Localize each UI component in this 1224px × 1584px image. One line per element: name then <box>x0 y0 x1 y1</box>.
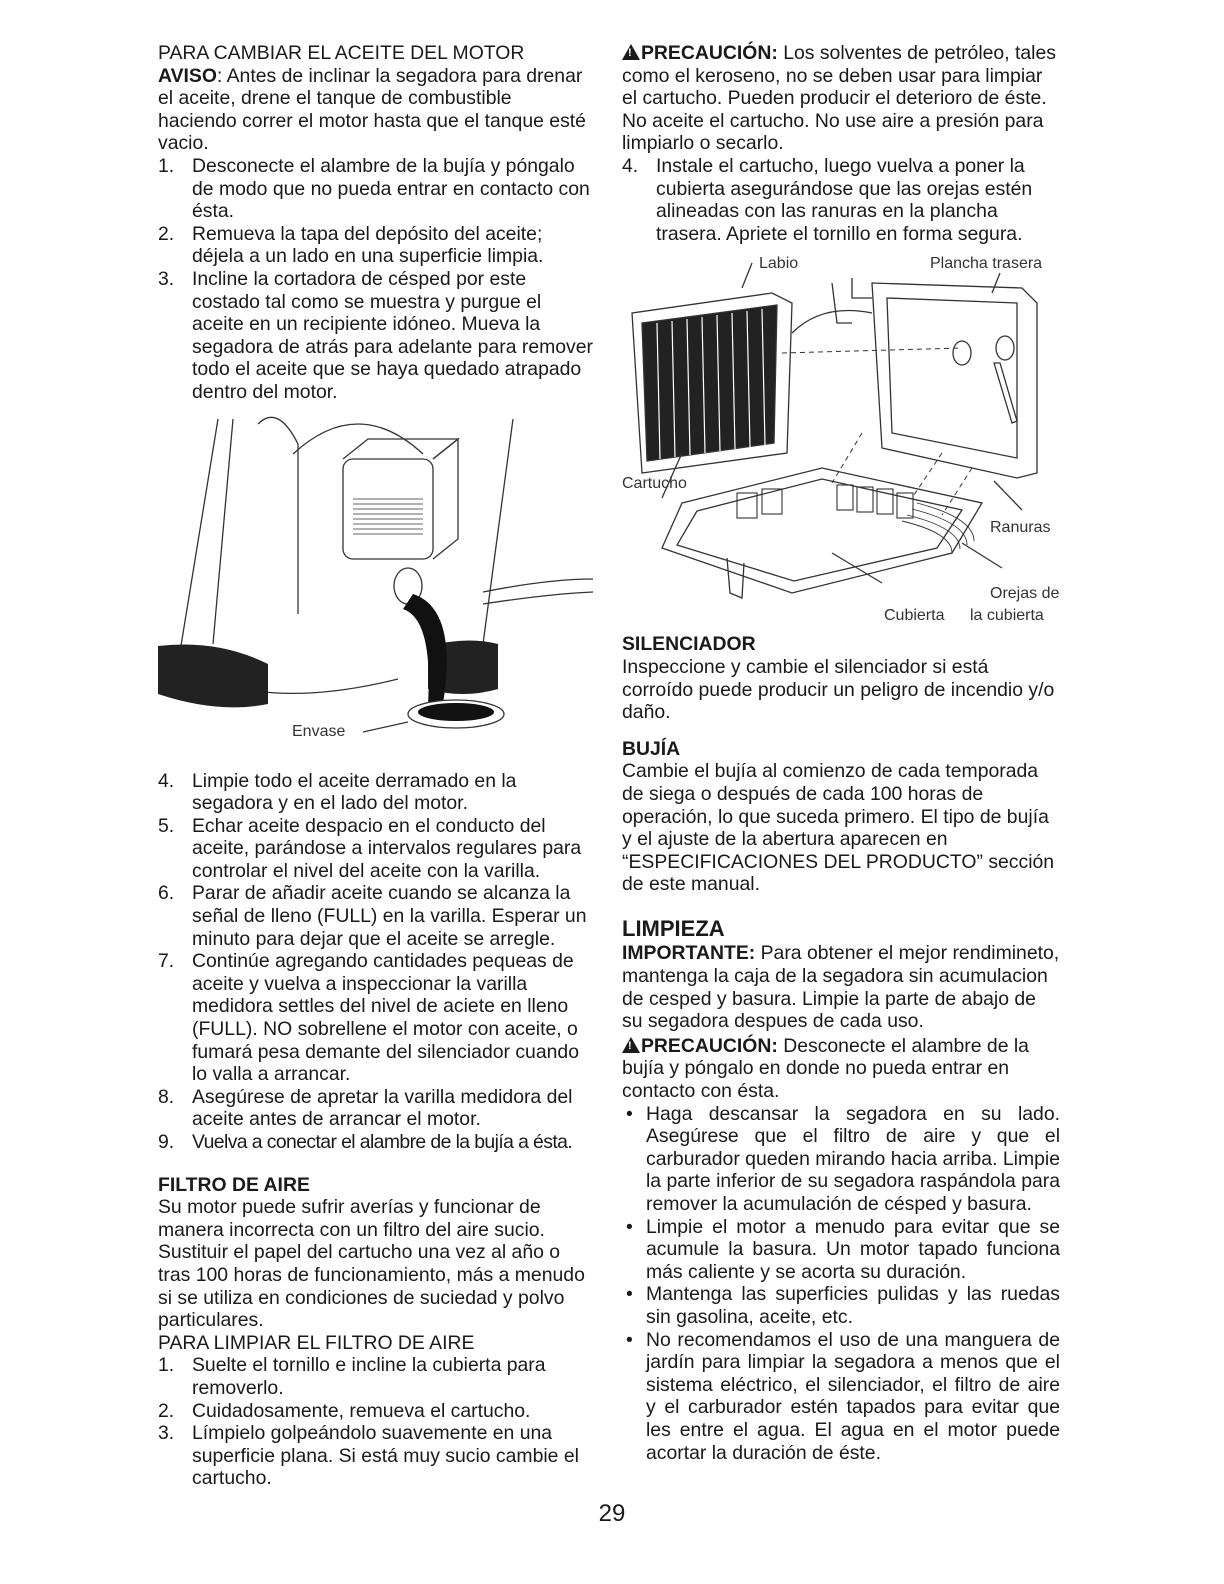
list-item <box>158 268 594 404</box>
list-item <box>158 1131 594 1154</box>
left-column <box>158 42 594 1490</box>
important-label: IMPORTANTE: <box>622 942 756 965</box>
bullet-icon: • <box>626 1102 633 1125</box>
oil-steps-b <box>158 770 594 1154</box>
list-item <box>158 223 594 268</box>
caution-spark-plug <box>622 1035 1060 1103</box>
step-text: Suelte el tornillo e incline la cubierta para removerlo. <box>192 1354 546 1399</box>
step-text: Remueva la tapa del depósito del aceite; déjela a un lado en una superficie limpia. <box>192 222 544 268</box>
step-text: Echar aceite despacio en el conducto del aceite, parándose a intervalos regulares para controlar el nivel del aceite con la varilla. <box>192 814 582 882</box>
bullet-text: Limpie el motor a menudo para evitar que se acumule la basura. Un motor tapado funciona más caliente y se acorta su duración. <box>646 1215 1060 1283</box>
list-item <box>158 950 594 1086</box>
list-item <box>158 1086 594 1131</box>
spark-plug-text: Cambie el bujía al comienzo de cada temporada de siega o después de cada 100 horas de operación, lo que suceda primero. El tipo de bujía y el ajuste de la abertura aparecen en “ESPECIFICACIONES DEL PRODUCTO” sección de este manual. <box>622 760 1055 896</box>
backplate-label: Plancha trasera <box>930 255 1043 273</box>
warning-icon <box>622 44 640 60</box>
air-filter-heading: FILTRO DE AIRE <box>158 1173 310 1196</box>
step-text: Parar de añadir aceite cuando se alcanza la señal de lleno (FULL) en la varilla. Esperar un minuto para dejar que el aceite se arregle. <box>192 882 587 950</box>
filter-steps <box>158 1354 594 1490</box>
step-text: Limpie todo el aceite derramado en la segadora y en el lado del motor. <box>192 769 517 815</box>
step-number: 9. <box>158 1131 175 1153</box>
clean-filter-title: PARA LIMPIAR EL FILTRO DE AIRE <box>158 1331 475 1354</box>
list-item <box>158 882 594 950</box>
oil-change-title: PARA CAMBIAR EL ACEITE DEL MOTOR <box>158 42 525 64</box>
list-item <box>158 1400 594 1423</box>
step-number: 8. <box>158 1085 175 1108</box>
bullet-text: Mantenga las superficies pulidas y las ruedas sin gasolina, aceite, etc. <box>646 1283 1060 1328</box>
bullet-icon: • <box>626 1215 633 1238</box>
air-filter-text: Su motor puede sufrir averías y funcionar de manera incorrecta con un filtro del aire sucio. Sustituir el papel del cartucho una vez al año o tras 100 horas de funcionamiento, más a menudo si se utiliza en condiciones de suciedad y polvo particulares. <box>158 1196 585 1332</box>
list-item <box>158 770 594 815</box>
oil-drain-figure <box>158 414 594 742</box>
step-text: Cuidadosamente, remueva el cartucho. <box>192 1399 531 1422</box>
step-text: Desconecte el alambre de la bujía y póngalo de modo que no pueda entrar en contacto con ésta. <box>192 154 590 223</box>
cartridge-label: Cartucho <box>622 475 687 493</box>
step-text: Instale el cartucho, luego vuelva a poner la cubierta asegurándose que las orejas estén alineadas con las ranuras en la plancha trasera. Apriete el tornillo en forma segura. <box>656 154 1033 245</box>
bullet-icon: • <box>626 1283 633 1306</box>
step-number: 5. <box>158 814 175 837</box>
step-text: Vuelva a conectar el alambre de la bujía a ésta. <box>192 1131 573 1153</box>
list-item <box>158 1422 594 1490</box>
step-number: 3. <box>158 267 175 290</box>
cover-label: Cubierta <box>884 607 945 625</box>
spark-plug-heading: BUJÍA <box>622 737 681 760</box>
step-text: Asegúrese de apretar la varilla medidora del aceite antes de arrancar el motor. <box>192 1085 573 1131</box>
step-number: 4. <box>622 154 639 177</box>
caution-solvents <box>622 42 1060 155</box>
lip-label: Labio <box>759 255 799 273</box>
aviso-label: AVISO <box>158 64 217 87</box>
page-number: 29 <box>598 1500 626 1527</box>
step-number: 1. <box>158 154 175 177</box>
cleaning-heading: LIMPIEZA <box>622 915 725 941</box>
right-column <box>622 42 1060 1464</box>
list-item <box>158 1354 594 1399</box>
oil-steps-a <box>158 155 594 404</box>
list-item <box>158 155 594 223</box>
aviso-text: : Antes de inclinar la segadora para drenar el aceite, drene el tanque de combustible haciendo correr el motor hasta que el tanque esté vacio. <box>158 64 586 155</box>
step-text: Incline la cortadora de césped por este costado tal como se muestra y purgue el aceite en un recipiente idóneo. Mueva la segadora de atrás para adelante para remover todo el aceite que se haya quedado atrapado dentro del motor. <box>192 267 593 403</box>
important-paragraph <box>622 942 1060 1032</box>
step-number: 2. <box>158 222 175 245</box>
step-number: 7. <box>158 950 175 973</box>
step-text: Continúe agregando cantidades pequeas de aceite y vuelva a inspeccionar la varilla medidora settles del nivel de aciete en lleno (FULL). NO sobrellene el motor con aceite, o fumará pesa demante del silenciador cuando lo valla a arrancar. <box>192 950 579 1086</box>
step-number: 4. <box>158 769 175 792</box>
caution-label: PRECAUCIÓN: <box>641 42 778 64</box>
step-number: 2. <box>158 1399 175 1422</box>
air-filter-illustration <box>622 253 1060 631</box>
cover-tabs-label: Orejas de <box>990 585 1060 603</box>
caution-label: PRECAUCIÓN: <box>641 1034 778 1057</box>
bullet-text: No recomendamos el uso de una manguera de jardín para limpiar la segadora a menos que el sistema eléctrico, el silenciador, el filtro de aire y el carburador estén tapados para evitar que les entre el agua. El agua en el motor puede acortar la duración de éste. <box>646 1328 1060 1464</box>
warning-icon <box>622 1037 640 1053</box>
bullet-text: Haga descansar la segadora en su lado. Asegúrese que el filtro de aire y que el carburador queden mirando hacia arriba. Limpie la parte inferior de su segadora raspándola para remover la acumulación de césped y basura. <box>646 1102 1060 1215</box>
cleaning-bullets <box>622 1103 1060 1465</box>
step-text: Límpielo golpeándolo suavemente en una superficie plana. Si está muy sucio cambie el cartucho. <box>192 1422 579 1490</box>
list-item <box>622 1103 1060 1216</box>
filter-step-4 <box>622 155 1060 245</box>
step-number: 6. <box>158 882 175 905</box>
muffler-text: Inspeccione y cambie el silenciador si está corroído puede producir un peligro de incendio y/o daño. <box>622 655 1055 724</box>
aviso-paragraph <box>158 65 594 155</box>
list-item <box>622 1283 1060 1328</box>
list-item <box>622 1329 1060 1465</box>
caution-text: Los solventes de petróleo, tales como el keroseno, no se deben usar para limpiar el cartucho. Pueden producir el deterioro de éste. No aceite el cartucho. No use aire a presión para limpiarlo o secarlo. <box>622 42 1056 155</box>
oil-drain-illustration <box>158 414 594 742</box>
important-text: Para obtener el mejor rendimineto, mantenga la caja de la segadora sin acumulacion de cesped y basura. Limpie la parte de abajo de su segadora despues de cada uso. <box>622 942 1060 1033</box>
list-item <box>158 815 594 883</box>
bullet-icon: • <box>626 1328 633 1351</box>
list-item <box>622 155 1060 245</box>
caution-text: Desconecte el alambre de la bujía y póngalo en donde no pueda entrar en contacto con ésta. <box>622 1034 1029 1103</box>
slots-label: Ranuras <box>990 519 1051 537</box>
step-number: 3. <box>158 1422 175 1445</box>
cover-tabs-label-2: la cubierta <box>970 607 1044 625</box>
container-label: Envase <box>292 722 346 740</box>
list-item <box>622 1216 1060 1284</box>
muffler-heading: SILENCIADOR <box>622 633 756 656</box>
air-filter-figure <box>622 253 1060 631</box>
step-number: 1. <box>158 1354 175 1377</box>
